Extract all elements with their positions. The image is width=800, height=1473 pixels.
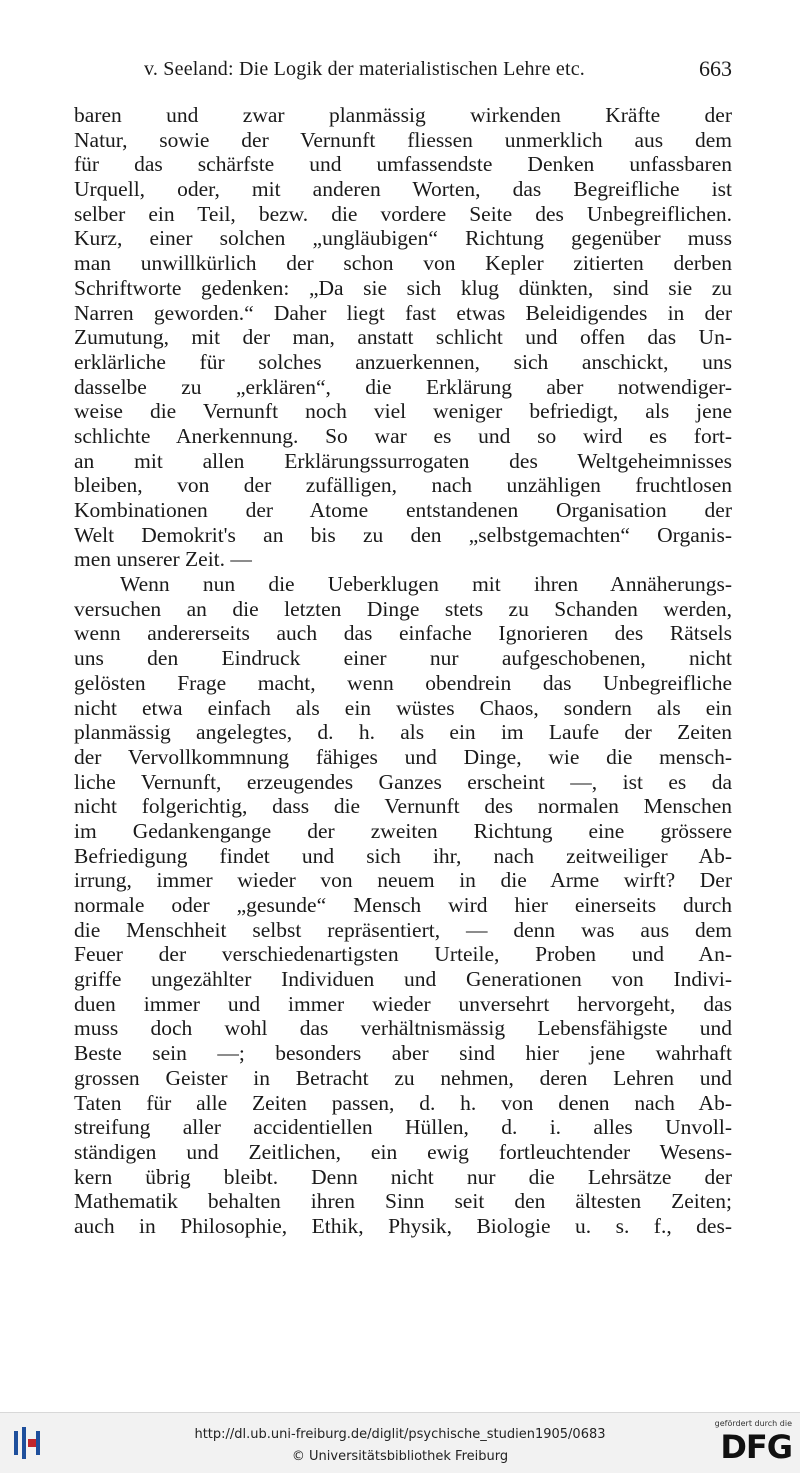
- text-line: Natur, sowie der Vernunft fliessen unmerklich aus dem: [74, 127, 732, 152]
- text-line: Beste sein —; besonders aber sind hier jene wahrhaft: [74, 1041, 732, 1066]
- dfg-mark: DFG: [720, 1428, 792, 1466]
- text-line: für das schärfste und umfassendste Denken unfassbaren: [74, 152, 732, 177]
- text-line: im Gedankengange der zweiten Richtung eine grössere: [74, 818, 732, 843]
- text-line: nicht folgerichtig, dass die Vernunft des normalen Menschen: [74, 794, 732, 819]
- text-line: erklärliche für solches anzuerkennen, sich anschickt, uns: [74, 349, 732, 374]
- text-line: dasselbe zu „erklären“, die Erklärung aber notwendiger-: [74, 374, 732, 399]
- text-line: nicht etwa einfach als ein wüstes Chaos, sondern als ein: [74, 695, 732, 720]
- dfg-logo-icon[interactable]: [706, 1419, 792, 1469]
- text-line: die Menschheit selbst repräsentiert, — denn was aus dem: [74, 917, 732, 942]
- text-line: duen immer und immer wieder unversehrt hervorgeht, das: [74, 991, 732, 1016]
- text-line: gelösten Frage macht, wenn obendrein das Unbegreifliche: [74, 670, 732, 695]
- text-line: Kombinationen der Atome entstandenen Organisation der: [74, 498, 732, 522]
- text-line: Mathematik behalten ihren Sinn seit den ältesten Zeiten;: [74, 1189, 732, 1214]
- text-line: selber ein Teil, bezw. die vordere Seite des Unbegreiflichen.: [74, 201, 732, 226]
- text-line: planmässig angelegtes, d. h. als ein im Laufe der Zeiten: [74, 720, 732, 745]
- text-line: weise die Vernunft noch viel weniger befriedigt, als jene: [74, 399, 732, 424]
- text-line: irrung, immer wieder von neuem in die Arme wirft? Der: [74, 868, 732, 893]
- running-title: v. Seeland: Die Logik der materialistischen Lehre etc.: [144, 58, 586, 80]
- permalink-url[interactable]: http://dl.ub.uni-freiburg.de/diglit/psychische_studien1905/0683: [194, 1427, 606, 1442]
- text-line: Urquell, oder, mit anderen Worten, das Begreifliche ist: [74, 177, 732, 202]
- text-line: schlichte Anerkennung. So war es und so wird es fort-: [74, 423, 732, 448]
- text-line: versuchen an die letzten Dinge stets zu Schanden werden,: [74, 596, 732, 621]
- text-line: grossen Geister in Betracht zu nehmen, deren Lehren und: [74, 1065, 732, 1090]
- text-line: Schriftworte gedenken: „Da sie sich klug dünkten, sind sie zu: [74, 275, 732, 300]
- text-line: kern übrig bleibt. Denn nicht nur die Lehrsätze der: [74, 1164, 732, 1189]
- copyright-notice: © Universitätsbibliothek Freiburg: [291, 1449, 509, 1464]
- page-header: [74, 54, 732, 84]
- text-line: baren und zwar planmässig wirkenden Kräfte der: [74, 103, 732, 127]
- text-line: bleiben, von der zufälligen, nach unzähligen fruchtlosen: [74, 473, 732, 498]
- text-line: liche Vernunft, erzeugendes Ganzes erscheint —, ist es da: [74, 769, 732, 794]
- text-line: man unwillkürlich der schon von Kepler zitierten derben: [74, 251, 732, 276]
- text-line: normale oder „gesunde“ Mensch wird hier einerseits durch: [74, 893, 732, 917]
- text-line: Welt Demokrit's an bis zu den „selbstgemachten“ Organis-: [74, 522, 732, 547]
- text-line: an mit allen Erklärungssurrogaten des Weltgeheimnisses: [74, 448, 732, 473]
- text-line: griffe ungezählter Individuen und Generationen von Indivi-: [74, 967, 732, 992]
- page-number: 663: [699, 56, 732, 81]
- text-line: Narren geworden.“ Daher liegt fast etwas Beleidigendes in der: [74, 300, 732, 325]
- text-line: Zumutung, mit der man, anstatt schlicht und offen das Un-: [74, 325, 732, 350]
- text-line: der Vervollkommnung fähiges und Dinge, wie die mensch-: [74, 744, 732, 769]
- text-line: Feuer der verschiedenartigsten Urteile, Proben und An-: [74, 942, 732, 967]
- text-line: Taten für alle Zeiten passen, d. h. von denen nach Ab-: [74, 1090, 732, 1115]
- text-line: Wenn nun die Ueberklugen mit ihren Annäherungs-: [120, 572, 732, 597]
- text-line: ständigen und Zeitlichen, ein ewig fortleuchtender Wesens-: [74, 1139, 732, 1164]
- text-line: Kurz, einer solchen „ungläubigen“ Richtung gegenüber muss: [74, 226, 732, 251]
- text-line: muss doch wohl das verhältnismässig Lebensfähigste und: [74, 1016, 732, 1041]
- text-line: men unserer Zeit. —: [74, 547, 252, 572]
- text-line: Befriedigung findet und sich ihr, nach zeitweiliger Ab-: [74, 843, 732, 868]
- viewer-footer: [0, 1412, 800, 1473]
- text-line: streifung aller accidentiellen Hüllen, d. i. alles Unvoll-: [74, 1115, 732, 1140]
- text-line: uns den Eindruck einer nur aufgeschobenen, nicht: [74, 646, 732, 671]
- body-text: [74, 103, 732, 1239]
- dfg-note: gefördert durch die: [714, 1419, 792, 1428]
- text-line: auch in Philosophie, Ethik, Physik, Biologie u. s. f., des-: [74, 1213, 732, 1238]
- text-line: wenn andererseits auch das einfache Ignorieren des Rätsels: [74, 621, 732, 646]
